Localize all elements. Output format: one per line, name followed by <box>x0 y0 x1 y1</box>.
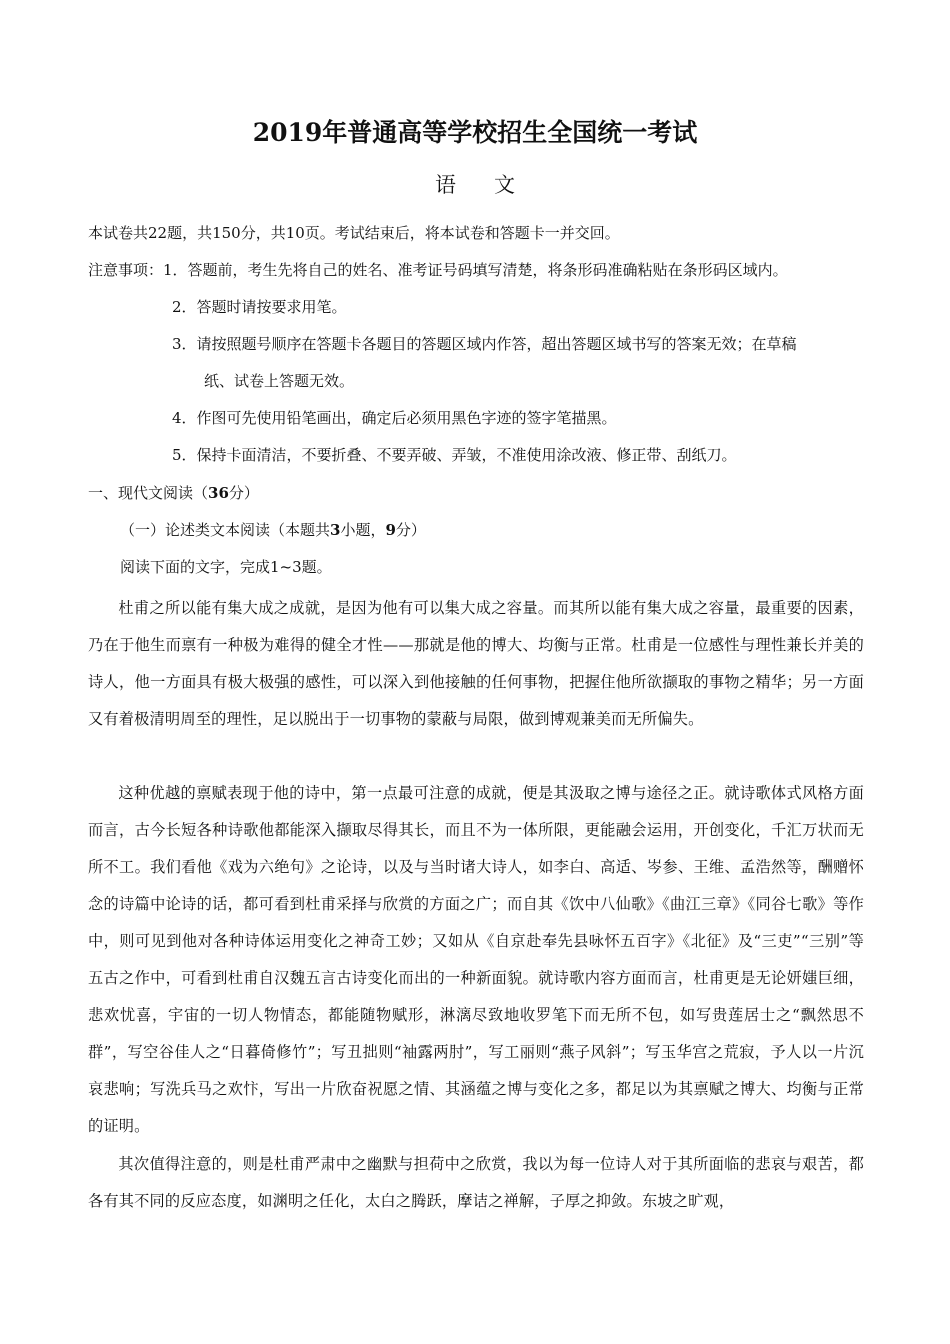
note-item-continued: 纸、试卷上答题无效。 <box>204 372 355 390</box>
passage-paragraph: 杜甫之所以能有集大成之成就，是因为他有可以集大成之容量。而其所以能有集大成之容量，最重要的因素，乃在于他生而禀有一种极为难得的健全才性——那就是他的博大、均衡与正常。杜甫是一位感性与理性兼长并美的诗人，他一方面具有极大极强的感性，可以深入到他接触的任何事物，把握住他所欲撷取的事物之精华；另一方面又有着极清明周至的理性，足以脱出于一切事物的蒙蔽与局限，做到博观兼美而无所偏失。 <box>88 599 864 728</box>
notes-label: 注意事项： <box>88 261 164 279</box>
notes-first-line <box>88 259 788 281</box>
section-heading: 一、现代文阅读（36分） <box>88 484 259 502</box>
note-item: 1．答题前，考生先将自己的姓名、准考证号码填写清楚，将条形码准确粘贴在条形码区域内。 <box>163 261 788 279</box>
note-item: 3．请按照题号顺序在答题卡各题目的答题区域内作答，超出答题区域书写的答案无效；在草稿 <box>172 335 797 353</box>
note-item: 2．答题时请按要求用笔。 <box>172 298 347 316</box>
passage-paragraph: 这种优越的禀赋表现于他的诗中，第一点最可注意的成就，便是其汲取之博与途径之正。就诗歌体式风格方面而言，古今长短各种诗歌他都能深入撷取尽得其长，而且不为一体所限，更能融会运用，开创变化，千汇万状而无所不工。我们看他《戏为六绝句》之论诗，以及与当时诸大诗人，如李白、高适、岑参、王维、孟浩然等，酬赠怀念的诗篇中论诗的话，都可看到杜甫采择与欣赏的方面之广；而自其《饮中八仙歌》《曲江三章》《同谷七歌》等作中，则可见到他对各种诗体运用变化之神奇工妙；又如从《自京赴奉先县咏怀五百字》《北征》及“三吏”“三别”等五古之作中，可看到杜甫自汉魏五言古诗变化而出的一种新面貌。就诗歌内容方面而言，杜甫更是无论妍媸巨细，悲欢忧喜，宇宙的一切人物情态，都能随物赋形，淋漓尽致地收罗笔下而无所不包，如写贵莲居士之“飘然思不群”，写空谷佳人之“日暮倚修竹”；写丑拙则“袖露两肘”，写工丽则“燕子风斜”；写玉华宫之荒寂，予人以一片沉哀悲响；写洗兵马之欢忭，写出一片欣奋祝愿之情、其涵蕴之博与变化之多，都足以为其禀赋之博大、均衡与正常的证明。 <box>88 784 864 1135</box>
subsection-heading: （一）论述类文本阅读（本题共3小题，9分） <box>120 521 426 539</box>
reading-instruction: 阅读下面的文字，完成1~3题。 <box>120 558 332 576</box>
exam-title: 2019年普通高等学校招生全国统一考试 <box>252 118 698 147</box>
subject-heading: 语文 <box>435 173 553 197</box>
note-item: 5．保持卡面清洁，不要折叠、不要弄破、弄皱，不准使用涂改液、修正带、刮纸刀。 <box>172 446 737 464</box>
passage-paragraph: 其次值得注意的，则是杜甫严肃中之幽默与担荷中之欣赏，我以为每一位诗人对于其所面临的悲哀与艰苦，都各有其不同的反应态度，如渊明之任化，太白之腾跃，摩诘之禅解，子厚之抑敛。东坡之旷观， <box>88 1155 864 1210</box>
note-item: 4．作图可先使用铅笔画出，确定后必须用黑色字迹的签字笔描黑。 <box>172 409 617 427</box>
exam-intro: 本试卷共22题，共150分，共10页。考试结束后，将本试卷和答题卡一并交回。 <box>88 224 620 242</box>
